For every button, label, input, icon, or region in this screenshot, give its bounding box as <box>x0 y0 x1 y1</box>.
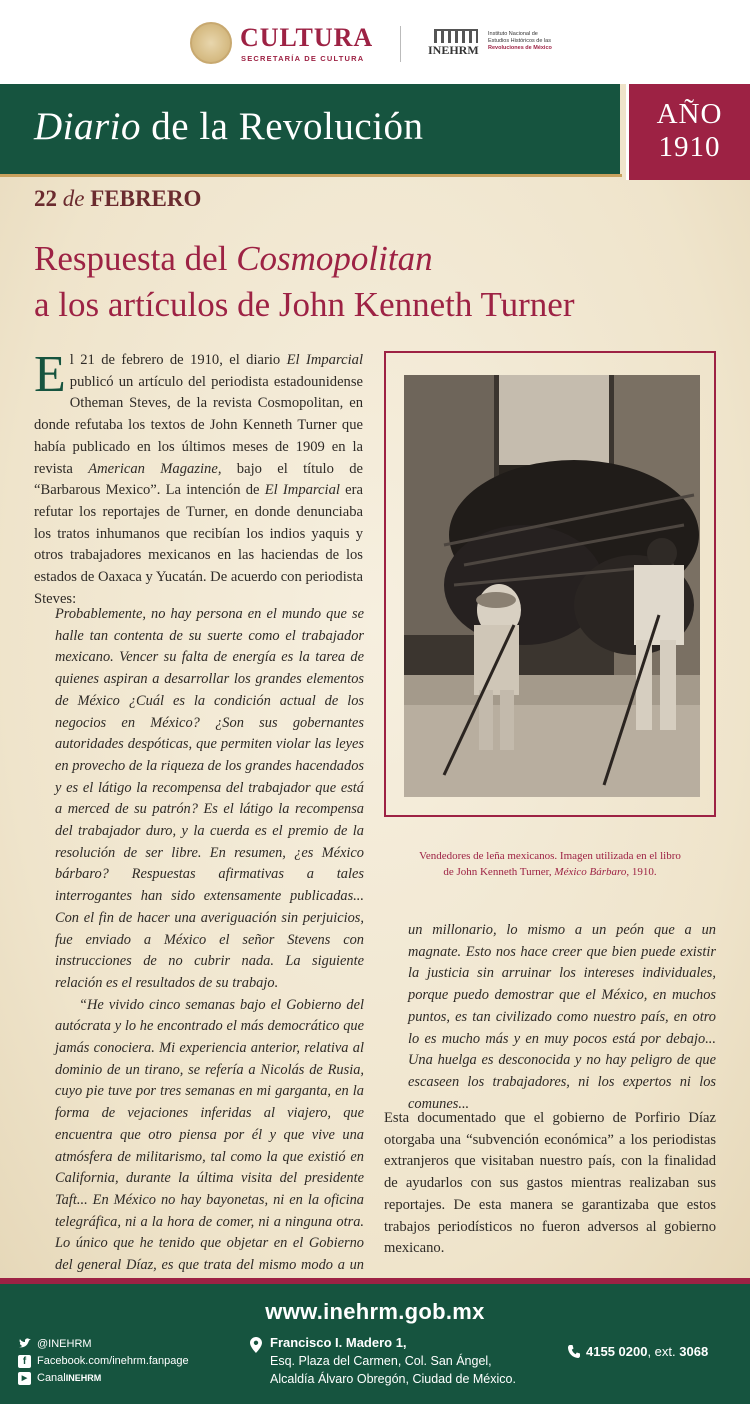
photo-illustration <box>404 375 700 797</box>
caption-line-2: de John Kenneth Turner, <box>443 866 555 878</box>
institute-line-1: Instituto Nacional de <box>488 31 538 37</box>
coat-of-arms-logo <box>190 22 232 64</box>
headline-line-2: a los artículos de John Kenneth Turner <box>34 285 575 324</box>
facebook-icon: f <box>18 1355 31 1368</box>
quote-block <box>55 604 364 1299</box>
footer <box>0 1284 750 1404</box>
twitter-handle: @INEHRM <box>37 1338 92 1350</box>
series-title-rest: de la Revolución <box>141 105 424 148</box>
address-line-1: Francisco I. Madero 1, <box>270 1335 407 1350</box>
phone-extension: 3068 <box>679 1344 709 1359</box>
quote-paragraph-1: Probablemente, no hay persona en el mundo que se halle tan contenta de su suerte como el trabajador mexicano. Vencer su falta de energía es la tarea de quienes aspiran a desarrollar los grandes elementos de México ¿Cuál es la condición actual de los negocios en México? ¿Son sus gobernantes autoridades despóticas, que permiten violar las leyes en provecho de la riqueza de los grandes hacendados y es el látigo la recompensa del trabajador que está a merced de su patrón? Es el látigo la recompensa del trabajador duro, y la cuerda es el premio de la resolución de ser libre. En resumen, ¿es México bárbaro? Respuestas afirmativas a tales interrogantes han sido extensamente publicadas... Con el fin de hacer una averiguación sin perjuicios, fue enviado a México el señor Stevens con instrucciones de no cubrir nada. La siguiente relación es el resultados de su trabajo. <box>55 606 364 991</box>
intro-italic-1: El Imparcial <box>286 352 363 368</box>
caption-line-1: Vendedores de leña mexicanos. Imagen utilizada en el libro <box>419 850 681 862</box>
quote-paragraph-2: “He vivido cinco semanas bajo el Gobierno del autócrata y lo he encontrado el más democrático que jamás conociera. Mi experiencia anterior, relativa al dominio de un tirano, se refería a Nicolás de Rusia, cuyo pie tuve por tres semanas en mi garganta, en la forma de vejaciones inferidas al viajero, que encuentra que otro piensa por él y que vive una atmósfera de militarismo, tal como la que existió en California, durante la última visita del presidente Taft... En México no hay bayonetas, ni en la oficina telegráfica, ni a la hora de comer, ni a ninguna otra. Lo único que he tenido que objetar en el Gobierno del general Díaz, es que trata del mismo modo a un <box>55 996 364 1274</box>
social-links <box>18 1336 189 1387</box>
year-label: AÑO <box>656 98 723 130</box>
intro-text-1: l 21 de febrero de 1910, el diario <box>69 352 287 368</box>
caption-year: , 1910. <box>626 866 657 878</box>
drop-cap: E <box>34 346 66 403</box>
article-headline <box>34 236 574 328</box>
website-link[interactable]: www.inehrm.gob.mx <box>265 1299 485 1324</box>
firewood-sellers-photo <box>404 375 700 797</box>
secretaria-text: SECRETARÍA DE CULTURA <box>241 54 365 63</box>
caption-book-title: México Bárbaro <box>554 866 627 878</box>
twitter-link[interactable] <box>18 1336 189 1353</box>
series-title-italic: Diario <box>34 105 142 148</box>
intro-italic-2: American Magazine <box>88 460 218 477</box>
facebook-link[interactable] <box>18 1353 189 1370</box>
institute-line-2: Estudios Históricos de las <box>488 38 551 44</box>
inehrm-logo <box>428 29 484 59</box>
youtube-link[interactable] <box>18 1370 189 1387</box>
youtube-channel: INEHRM <box>65 1373 102 1383</box>
series-title <box>34 104 424 149</box>
address-line-2: Esq. Plaza del Carmen, Col. San Ángel, <box>270 1354 492 1368</box>
address-block <box>250 1334 516 1388</box>
intro-text-3: , bajo el título de “Barbarous Mexico”. La intención de <box>34 460 363 499</box>
location-pin-icon <box>250 1337 262 1353</box>
header-gold-line <box>0 174 622 177</box>
phone-ext-label: , ext. <box>647 1344 680 1359</box>
quote-continuation <box>408 920 716 1115</box>
institute-name <box>488 31 552 52</box>
year-box <box>626 84 750 180</box>
youtube-icon: ▶ <box>18 1372 31 1385</box>
date-de: de <box>62 186 85 211</box>
twitter-icon <box>18 1338 31 1351</box>
phone-main: 4155 0200 <box>586 1344 648 1359</box>
headline-line-1: Respuesta del <box>34 239 237 278</box>
date-line <box>34 186 201 212</box>
youtube-label: Canal <box>37 1372 66 1384</box>
phone-number[interactable] <box>568 1344 708 1359</box>
phone-icon <box>568 1345 580 1358</box>
logo-bar <box>0 0 750 84</box>
intro-text-2: publicó un artículo del periodista estadounidense Otheman Steves, de la revista Cosmopolitan, en donde refutaba los textos de John Kenneth Turner que había publicado en los últimos meses de 1909 en la revista <box>34 373 363 477</box>
cultura-logo-text: CULTURA <box>240 23 374 52</box>
logo-divider <box>400 26 401 62</box>
year-value: 1910 <box>658 131 721 163</box>
photo-caption <box>390 848 710 880</box>
quote-paragraph-3: un millonario, lo mismo a un peón que a un magnate. Esto nos hace creer que bien puede existir la justicia sin arruinar los intereses individuales, porque puedo demostrar que el México, en muchos puntos, es tan civilizado como nuestro país, en otro lo es mucho más y en muy pocos está por debajo... Una huelga es desconocida y no hay peligro de que escaseen los trabajadores, ni los expertos ni los comunes... <box>408 922 716 1112</box>
inehrm-logo-text: INEHRM <box>428 43 479 57</box>
address-line-3: Alcaldía Álvaro Obregón, Ciudad de México. <box>270 1372 516 1386</box>
columns-icon <box>434 29 478 43</box>
date-day: 22 <box>34 186 57 211</box>
intro-paragraph <box>34 346 363 610</box>
intro-italic-3: El Imparcial <box>264 482 340 499</box>
institute-line-3: Revoluciones de México <box>488 45 552 51</box>
intro-text-4: era refutar los reportajes de Turner, en donde denunciaba los tratos inhumanos que recibían los indios yaquis y otros trabajadores mexicanos en las haciendas de los estados de Oaxaca y Yucatán. De acuerdo con periodista Steves: <box>34 482 363 607</box>
date-month: FEBRERO <box>90 186 202 211</box>
headline-italic: Cosmopolitan <box>236 239 433 278</box>
closing-paragraph: Esta documentado que el gobierno de Porfirio Díaz otorgaba una “subvención económica” a los periodistas extranjeros que visitaban nuestro país, con la finalidad de ayudarlos con sus gastos mientras realizaban sus reportajes. De esta manera se garantizaba que estos trabajos periodísticos no fueron adversos al gobierno mexicano. <box>384 1110 716 1257</box>
facebook-url: Facebook.com/inehrm.fanpage <box>37 1355 189 1367</box>
